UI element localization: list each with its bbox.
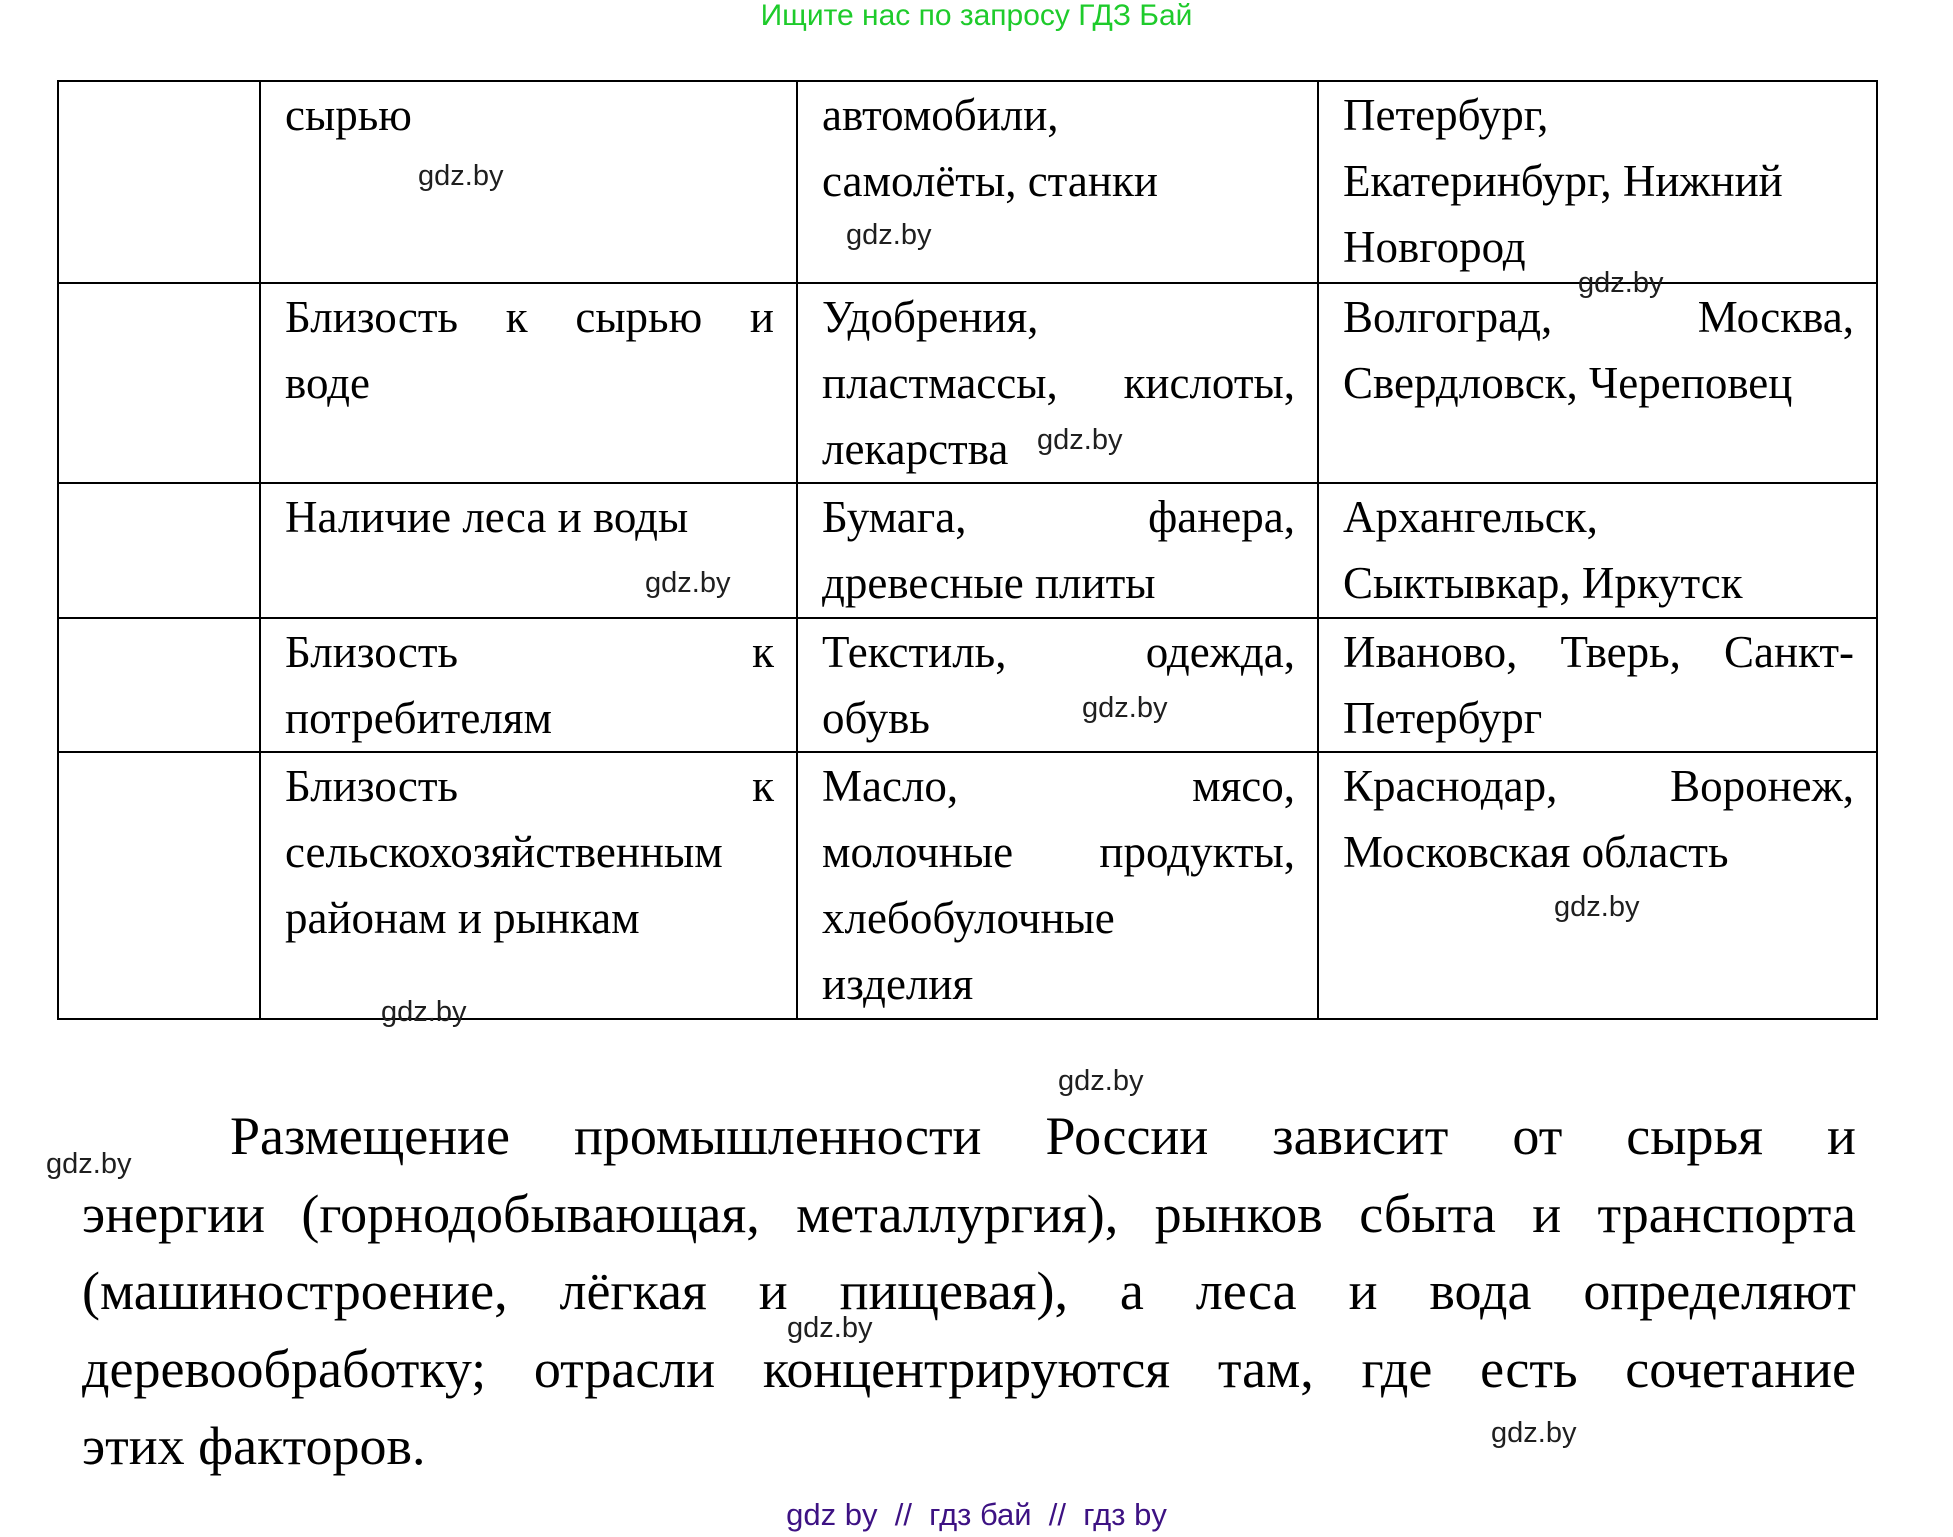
word: от xyxy=(1512,1106,1563,1166)
word: и xyxy=(1532,1183,1562,1244)
word: Текстиль, xyxy=(822,627,1007,677)
word: Близость xyxy=(285,292,459,342)
table-cell-cities xyxy=(1317,484,1876,619)
cell-line: сырью xyxy=(285,90,412,140)
word: (горнодобывающая, xyxy=(301,1183,760,1244)
word: пищевая), xyxy=(839,1261,1068,1321)
word: сбыта xyxy=(1359,1183,1496,1244)
cell-line: Петербург xyxy=(1343,693,1543,743)
word: Масло, xyxy=(822,761,959,811)
word: продукты, xyxy=(1099,827,1295,877)
cell-line xyxy=(822,819,1295,885)
table-cell-products xyxy=(796,753,1317,1018)
table-cell-cities xyxy=(1317,82,1876,283)
watermark: gdz.by xyxy=(1578,267,1664,299)
cell-line xyxy=(822,350,1295,416)
word: одежда, xyxy=(1145,627,1295,677)
table-cell-cities xyxy=(1317,619,1876,753)
site-search-banner: Ищите нас по запросу ГДЗ Бай xyxy=(760,0,1193,32)
table-cell-empty xyxy=(59,619,259,753)
cell-line: районам и рынкам xyxy=(285,893,640,943)
cell-line: Московская область xyxy=(1343,827,1729,877)
word: сырью xyxy=(575,292,703,342)
cell-line: самолёты, станки xyxy=(822,156,1158,206)
word: Близость xyxy=(285,761,459,811)
word: (машиностроение, xyxy=(82,1261,508,1321)
cell-line: изделия xyxy=(822,959,974,1009)
footer-site-links: gdz by // гдз бай // гдз by xyxy=(786,1497,1167,1532)
table-row xyxy=(59,282,1876,484)
cell-line: потребителям xyxy=(285,693,552,743)
cell-line xyxy=(285,284,774,350)
word: где xyxy=(1361,1338,1433,1399)
word: деревообработку; xyxy=(82,1338,487,1399)
cell-line xyxy=(822,619,1295,685)
word: вода xyxy=(1429,1261,1532,1321)
word: сырья xyxy=(1626,1106,1764,1166)
watermark: gdz.by xyxy=(1058,1065,1144,1097)
table-cell-empty xyxy=(59,753,259,1018)
table-cell-factor xyxy=(259,284,796,484)
word: и xyxy=(1827,1106,1856,1166)
table-row xyxy=(59,482,1876,619)
word: Воронеж, xyxy=(1670,761,1854,811)
cell-line xyxy=(822,484,1295,550)
watermark: gdz.by xyxy=(645,567,731,599)
table-row xyxy=(59,751,1876,1018)
table-cell-products xyxy=(796,82,1317,283)
word: транспорта xyxy=(1597,1183,1856,1244)
table-cell-cities xyxy=(1317,753,1876,1018)
cell-line: лекарства xyxy=(822,424,1009,474)
word: молочные xyxy=(822,827,1014,877)
cell-line xyxy=(285,619,774,685)
word: и xyxy=(758,1261,788,1321)
cell-line xyxy=(285,753,774,819)
table-cell-empty xyxy=(59,484,259,619)
word: а xyxy=(1119,1261,1144,1321)
cell-line: сельскохозяйственным xyxy=(285,827,723,877)
word: Волгоград, xyxy=(1343,292,1553,342)
conclusion-paragraph xyxy=(82,1098,1856,1486)
word: есть xyxy=(1480,1338,1578,1399)
paragraph-line xyxy=(82,1253,1856,1331)
word: кислоты, xyxy=(1123,358,1295,408)
table-cell-factor xyxy=(259,619,796,753)
word: энергии xyxy=(82,1183,265,1244)
watermark: gdz.by xyxy=(1082,692,1168,724)
cell-line: Новгород xyxy=(1343,222,1526,272)
word: Размещение xyxy=(230,1106,511,1166)
word: Близость xyxy=(285,627,459,677)
industry-factors-table xyxy=(57,80,1878,1020)
cell-line: воде xyxy=(285,358,371,408)
cell-line xyxy=(1343,148,1854,214)
cell-text: Екатеринбург, Нижний xyxy=(1343,156,1783,206)
word: пластмассы, xyxy=(822,358,1058,408)
word: к xyxy=(752,761,774,811)
watermark: gdz.by xyxy=(1554,891,1640,923)
cell-line: хлебобулочные xyxy=(822,893,1115,943)
word: промышленности xyxy=(574,1106,982,1166)
word: Санкт- xyxy=(1723,627,1854,677)
cell-line: Петербург, xyxy=(1343,90,1549,140)
cell-line: обувь xyxy=(822,693,930,743)
table-cell-factor xyxy=(259,82,796,283)
word: Москва, xyxy=(1697,292,1854,342)
paragraph-line xyxy=(82,1176,1856,1254)
watermark: gdz.by xyxy=(418,160,504,192)
word: определяют xyxy=(1583,1261,1856,1321)
word: Иваново, xyxy=(1343,627,1518,677)
word: леса xyxy=(1195,1261,1297,1321)
cell-line: Удобрения, xyxy=(822,292,1039,342)
paragraph-line xyxy=(82,1331,1856,1409)
watermark: gdz.by xyxy=(787,1312,873,1344)
watermark: gdz.by xyxy=(1491,1417,1577,1449)
table-cell-products xyxy=(796,484,1317,619)
word: зависит xyxy=(1272,1106,1449,1166)
table-cell-cities xyxy=(1317,284,1876,484)
word: отрасли xyxy=(533,1338,716,1399)
word: концентрируются xyxy=(762,1338,1171,1399)
table-cell-empty xyxy=(59,284,259,484)
watermark: gdz.by xyxy=(846,219,932,251)
watermark: gdz.by xyxy=(381,996,467,1028)
cell-line: Свердловск, Череповец xyxy=(1343,358,1793,408)
watermark: gdz.by xyxy=(46,1148,132,1180)
word: фанера, xyxy=(1148,492,1295,542)
word: к xyxy=(752,627,774,677)
word: и xyxy=(1348,1261,1378,1321)
watermark: gdz.by xyxy=(1037,424,1123,456)
word: мясо, xyxy=(1192,761,1295,811)
table-cell-products xyxy=(796,619,1317,753)
word: и xyxy=(749,292,774,342)
cell-line xyxy=(822,753,1295,819)
cell-line xyxy=(1343,753,1854,819)
word: Тверь, xyxy=(1560,627,1681,677)
cell-line: Архангельск, xyxy=(1343,492,1598,542)
word: лёгкая xyxy=(559,1261,707,1321)
table-cell-empty xyxy=(59,82,259,283)
cell-line: древесные плиты xyxy=(822,558,1156,608)
paragraph-line: этих факторов. xyxy=(82,1416,426,1476)
word: к xyxy=(505,292,528,342)
cell-line: Наличие леса и воды xyxy=(285,492,689,542)
word: сочетание xyxy=(1625,1338,1856,1399)
table-row xyxy=(59,82,1876,283)
word: Краснодар, xyxy=(1343,761,1558,811)
word: Бумага, xyxy=(822,492,967,542)
paragraph-line xyxy=(82,1098,1856,1176)
cell-line: Сыктывкар, Иркутск xyxy=(1343,558,1743,608)
table-row xyxy=(59,617,1876,753)
cell-line xyxy=(1343,619,1854,685)
table-cell-factor xyxy=(259,753,796,1018)
word: рынков xyxy=(1154,1183,1323,1244)
word: там, xyxy=(1217,1338,1314,1399)
word: России xyxy=(1045,1106,1209,1166)
cell-line: автомобили, xyxy=(822,90,1059,140)
word: металлургия), xyxy=(796,1183,1119,1244)
